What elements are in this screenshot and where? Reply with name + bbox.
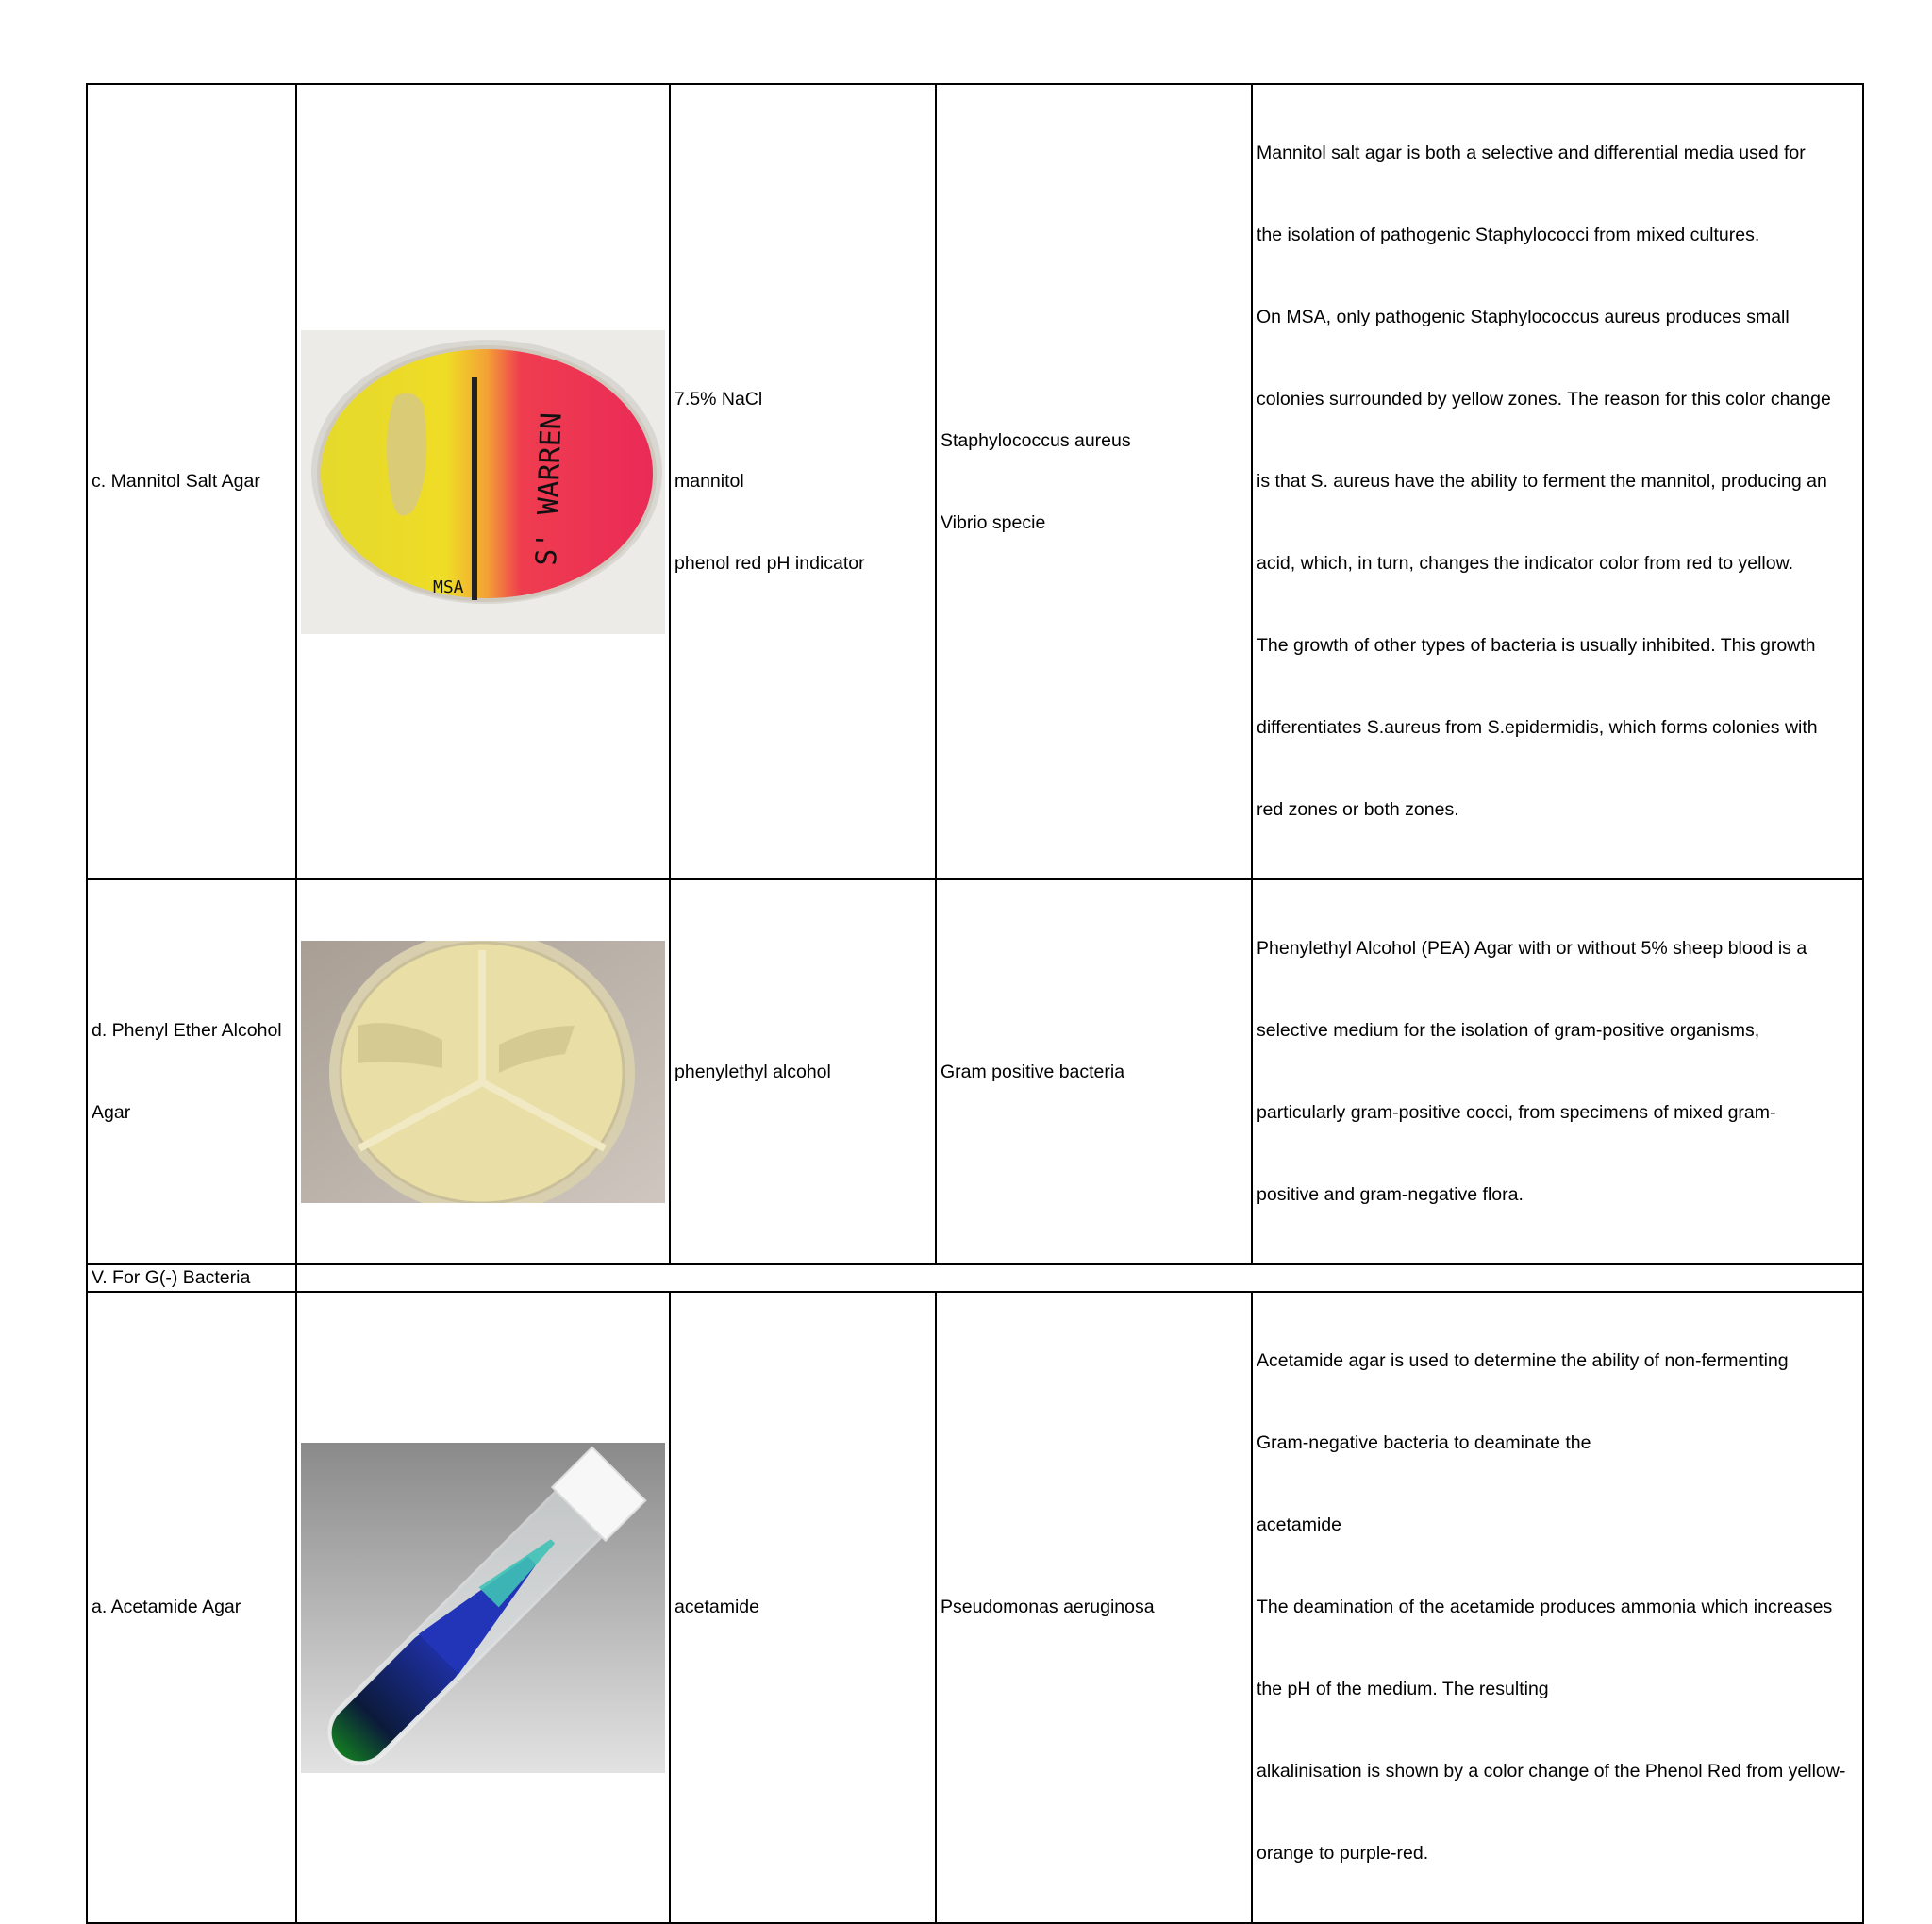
description-line: Mannitol salt agar is both a selective and differential media used for: [1257, 142, 1806, 163]
medium-name: a. Acetamide Agar: [92, 1597, 242, 1617]
image-cell: [296, 84, 670, 879]
medium-name-cell: [87, 1292, 296, 1923]
component: 7.5% NaCl: [675, 389, 763, 410]
description-line: differentiates S.aureus from S.epidermidis, which forms colonies with: [1257, 717, 1818, 738]
medium-name: Agar: [92, 1102, 131, 1123]
organism: Vibrio specie: [941, 511, 1046, 533]
description-line: The deamination of the acetamide produces ammonia which increases: [1257, 1597, 1833, 1617]
description-line: the pH of the medium. The resulting: [1257, 1679, 1549, 1699]
section-empty-cell: [296, 1264, 1863, 1292]
description-line: colonies surrounded by yellow zones. The reason for this color change: [1257, 389, 1831, 410]
media-table: [86, 83, 1864, 1924]
components-cell: [670, 84, 936, 879]
component: acetamide: [675, 1597, 759, 1617]
description-line: Acetamide agar is used to determine the ability of non-fermenting: [1257, 1350, 1789, 1371]
description-line: is that S. aureus have the ability to ferment the mannitol, producing an: [1257, 471, 1827, 492]
description-line: the isolation of pathogenic Staphylococci from mixed cultures.: [1257, 225, 1760, 245]
medium-name: d. Phenyl Ether Alcohol: [92, 1020, 282, 1041]
description-line: The growth of other types of bacteria is usually inhibited. This growth: [1257, 635, 1816, 656]
medium-name-cell: [87, 879, 296, 1264]
section-row: [87, 1264, 1863, 1292]
description-line: Phenylethyl Alcohol (PEA) Agar with or without 5% sheep blood is a: [1257, 938, 1807, 959]
description-line: orange to purple-red.: [1257, 1843, 1429, 1864]
organisms-cell: [936, 879, 1252, 1264]
description-line: On MSA, only pathogenic Staphylococcus aureus produces small: [1257, 307, 1790, 327]
components-cell: [670, 1292, 936, 1923]
description-line: particularly gram-positive cocci, from specimens of mixed gram-: [1257, 1102, 1776, 1123]
image-cell: [296, 879, 670, 1264]
medium-name-cell: [87, 84, 296, 879]
description-line: acid, which, in turn, changes the indicator color from red to yellow.: [1257, 553, 1794, 574]
description-cell: [1252, 1292, 1863, 1923]
plate-label-2: MSA: [433, 577, 464, 597]
acetamide-agar-tube-image: [301, 1443, 665, 1773]
component: mannitol: [675, 471, 744, 492]
section-label: V. For G(-) Bacteria: [92, 1267, 251, 1288]
table-row: [87, 84, 1863, 879]
components-cell: [670, 879, 936, 1264]
description-cell: [1252, 879, 1863, 1264]
mannitol-salt-agar-plate-image: [301, 330, 665, 634]
description-line: red zones or both zones.: [1257, 799, 1459, 820]
organisms-cell: [936, 84, 1252, 879]
description-line: Gram-negative bacteria to deaminate the: [1257, 1432, 1591, 1453]
section-header: [87, 1264, 296, 1292]
organism: Gram positive bacteria: [941, 1061, 1125, 1082]
component: phenol red pH indicator: [675, 553, 865, 574]
plate-label: S' WARREN: [530, 411, 569, 566]
table-row: [87, 879, 1863, 1264]
medium-name: c. Mannitol Salt Agar: [92, 471, 260, 492]
organism: Pseudomonas aeruginosa: [941, 1597, 1155, 1617]
description-cell: [1252, 84, 1863, 879]
organism: Staphylococcus aureus: [941, 429, 1131, 451]
description-line: positive and gram-negative flora.: [1257, 1184, 1524, 1205]
table-row: [87, 1292, 1863, 1923]
organisms-cell: [936, 1292, 1252, 1923]
phenylethyl-alcohol-agar-plate-image: [301, 941, 665, 1203]
component: phenylethyl alcohol: [675, 1061, 831, 1082]
description-line: alkalinisation is shown by a color change of the Phenol Red from yellow-: [1257, 1761, 1846, 1782]
image-cell: [296, 1292, 670, 1923]
description-line: selective medium for the isolation of gram-positive organisms,: [1257, 1020, 1760, 1041]
description-line: acetamide: [1257, 1514, 1341, 1535]
